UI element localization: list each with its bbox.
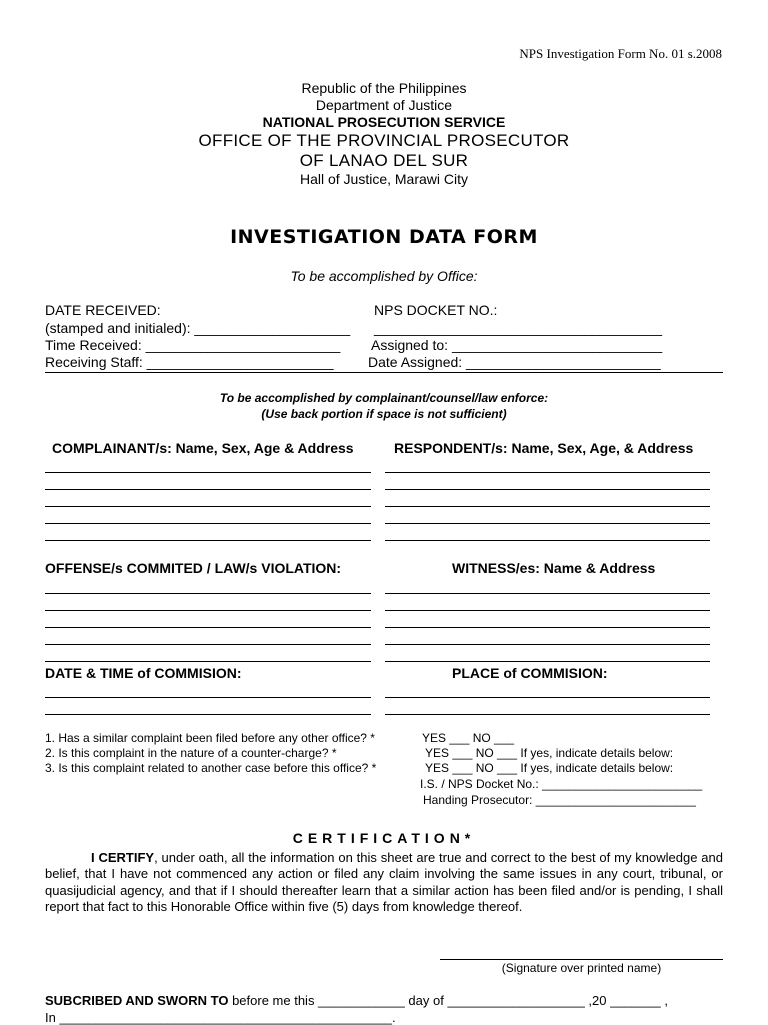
assigned-to-field[interactable]: Assigned to: ___________________________ (371, 337, 663, 353)
question-2: 2. Is this complaint in the nature of a counter-charge? * (45, 746, 337, 760)
question-1-answer[interactable]: YES ___ NO ___ (422, 731, 515, 745)
header-service: NATIONAL PROSECUTION SERVICE (262, 114, 506, 130)
receiving-staff-field[interactable]: Receiving Staff: ________________________ (45, 354, 334, 370)
question-3-answer[interactable]: YES ___ NO ___ If yes, indicate details below: (425, 761, 674, 775)
header-office-line1: OFFICE OF THE PROVINCIAL PROSECUTOR (198, 131, 570, 150)
sworn-in-line[interactable]: In ______________________________________________. (45, 1010, 396, 1025)
certification-title: CERTIFICATION* (292, 830, 476, 846)
date-received-label: DATE RECEIVED: (45, 302, 161, 318)
complainants-label: COMPLAINANT/s: Name, Sex, Age & Address (52, 440, 354, 456)
form-number: NPS Investigation Form No. 01 s.2008 (519, 46, 722, 61)
sworn-lead: SUBCRIBED AND SWORN TO (45, 993, 229, 1008)
certification-body (45, 850, 723, 915)
docket-no-label: NPS DOCKET NO.: (374, 302, 498, 318)
respondents-label: RESPONDENT/s: Name, Sex, Age, & Address (394, 440, 694, 456)
docket-detail-field[interactable]: I.S. / NPS Docket No.: ________________________ (420, 777, 703, 791)
place-label: PLACE of COMMISION: (452, 665, 608, 681)
signature-caption: (Signature over printed name) (501, 961, 662, 975)
header-office-line2: OF LANAO DEL SUR (299, 151, 469, 170)
date-assigned-field[interactable]: Date Assigned: _________________________ (368, 354, 661, 370)
signature-line[interactable] (440, 959, 723, 960)
witnesses-label: WITNESS/es: Name & Address (452, 560, 656, 576)
header-department: Department of Justice (315, 97, 453, 113)
section-divider (45, 372, 723, 373)
certify-lead: I CERTIFY (91, 850, 155, 865)
office-note: To be accomplished by Office: (290, 268, 478, 284)
docket-no-field[interactable]: _____________________________________ (374, 320, 663, 336)
date-time-label: DATE & TIME of COMMISION: (45, 665, 242, 681)
offense-label: OFFENSE/s COMMITED / LAW/s VIOLATION: (45, 560, 342, 576)
page-title: INVESTIGATION DATA FORM (230, 226, 538, 248)
prosecutor-detail-field[interactable]: Handing Prosecutor: ________________________ (423, 793, 696, 807)
sworn-line (45, 993, 668, 1008)
complainant-note-line2: (Use back portion if space is not sufficient) (261, 407, 507, 421)
header-address: Hall of Justice, Marawi City (299, 171, 469, 187)
question-1: 1. Has a similar complaint been filed before any other office? * (45, 731, 375, 745)
time-received-field[interactable]: Time Received: _________________________ (45, 337, 341, 353)
question-2-answer[interactable]: YES ___ NO ___ If yes, indicate details below: (425, 746, 674, 760)
stamped-field[interactable]: (stamped and initialed): ____________________ (45, 320, 351, 336)
certify-text: , under oath, all the information on this sheet are true and correct to the best of my knowledge and belief, that I have not commenced any action or filed any claim involving the same issues in any court, tribunal, or quasijudicial agency, and that if I should thereafter learn that a similar action has been filed and/or is pending, I shall report that fact to this Honorable Office within five (5) days from knowledge thereof. (45, 850, 723, 914)
complainant-note-line1: To be accomplished by complainant/counsel/law enforce: (219, 391, 549, 405)
question-3: 3. Is this complaint related to another case before this office? * (45, 761, 377, 775)
header-republic: Republic of the Philippines (301, 80, 467, 96)
sworn-text[interactable]: before me this ____________ day of ___________________ ,20 _______ , (228, 993, 668, 1008)
